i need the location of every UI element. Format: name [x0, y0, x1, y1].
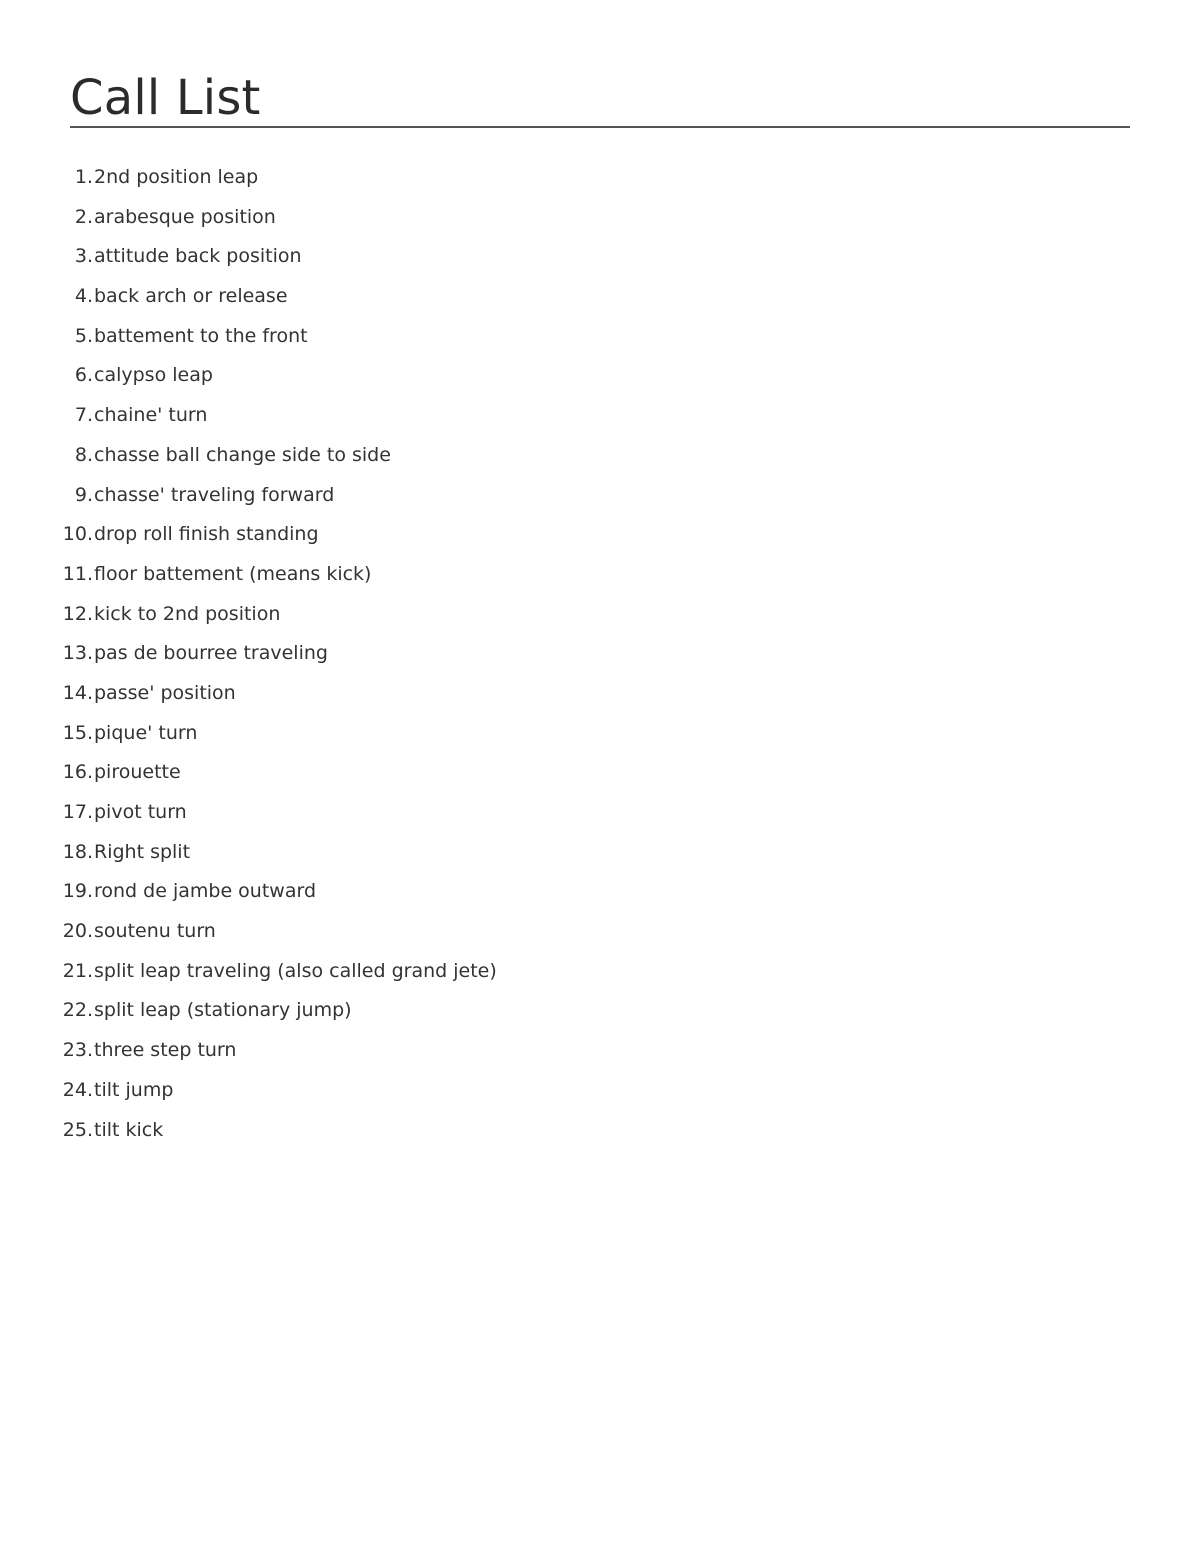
list-item-number: 4.	[74, 285, 93, 308]
list-item-label: pivot turn	[94, 801, 187, 823]
list-item-label: chasse ball change side to side	[94, 443, 391, 466]
title-divider	[70, 126, 1130, 128]
list-item-label: floor battement (means kick)	[94, 562, 372, 585]
list-item-label: 2nd position leap	[94, 166, 259, 188]
list-item-number: 8.	[74, 443, 93, 466]
list-item-label: kick to 2nd position	[94, 602, 281, 625]
list-item-label: three step turn	[94, 1039, 237, 1062]
list-item-number: 5.	[74, 324, 93, 347]
list-item-number: 14.	[62, 681, 93, 704]
list-item-number: 3.	[74, 245, 93, 268]
list-item-label: arabesque position	[94, 205, 276, 228]
list-item-label: tilt kick	[94, 1118, 164, 1141]
list-item-number: 15.	[62, 721, 93, 744]
list-item-number: 11.	[62, 562, 93, 585]
list-item-label: pas de bourree traveling	[94, 642, 328, 665]
list-item-number: 7.	[74, 404, 93, 427]
list-item-number: 20.	[62, 920, 93, 943]
list-item-number: 13.	[62, 642, 93, 665]
list-item-label: battement to the front	[94, 324, 308, 347]
list-item-label: back arch or release	[94, 285, 288, 308]
list-item-label: chaine' turn	[94, 404, 208, 427]
list-item-label: rond de jambe outward	[94, 880, 317, 903]
list-item-number: 10.	[62, 523, 93, 546]
list-item-number: 24.	[62, 1078, 93, 1101]
list-item-label: pique' turn	[94, 721, 198, 744]
list-item-number: 22.	[62, 999, 93, 1022]
list-item-label: calypso leap	[94, 364, 213, 387]
list-item-number: 18.	[62, 840, 93, 863]
list-item-number: 12.	[62, 602, 93, 625]
list-item-number: 16.	[62, 761, 93, 784]
list-item-number: 25.	[62, 1118, 93, 1141]
list-item-number: 19.	[62, 880, 93, 903]
page-title: Call List	[70, 70, 261, 126]
list-item-label: soutenu turn	[94, 920, 216, 943]
list-item-label: passe' position	[94, 681, 236, 704]
list-item-label: chasse' traveling forward	[94, 483, 335, 506]
list-item-label: tilt jump	[94, 1078, 174, 1101]
list-item-number: 6.	[74, 364, 93, 387]
list-item-label: split leap traveling (also called grand jete)	[94, 959, 497, 982]
list-item-label: attitude back position	[94, 245, 302, 268]
list-item-number: 23.	[62, 1039, 93, 1062]
list-item-number: 1.	[74, 166, 93, 188]
list-item-number: 17.	[62, 801, 93, 823]
list-item-label: pirouette	[94, 761, 181, 784]
list-item-label: drop roll finish standing	[94, 523, 319, 546]
list-item-number: 21.	[62, 959, 93, 982]
list-item-number: 2.	[74, 205, 93, 228]
list-item-label: Right split	[94, 840, 191, 863]
list-item-number: 9.	[74, 483, 93, 506]
list-item-label: split leap (stationary jump)	[94, 999, 352, 1022]
